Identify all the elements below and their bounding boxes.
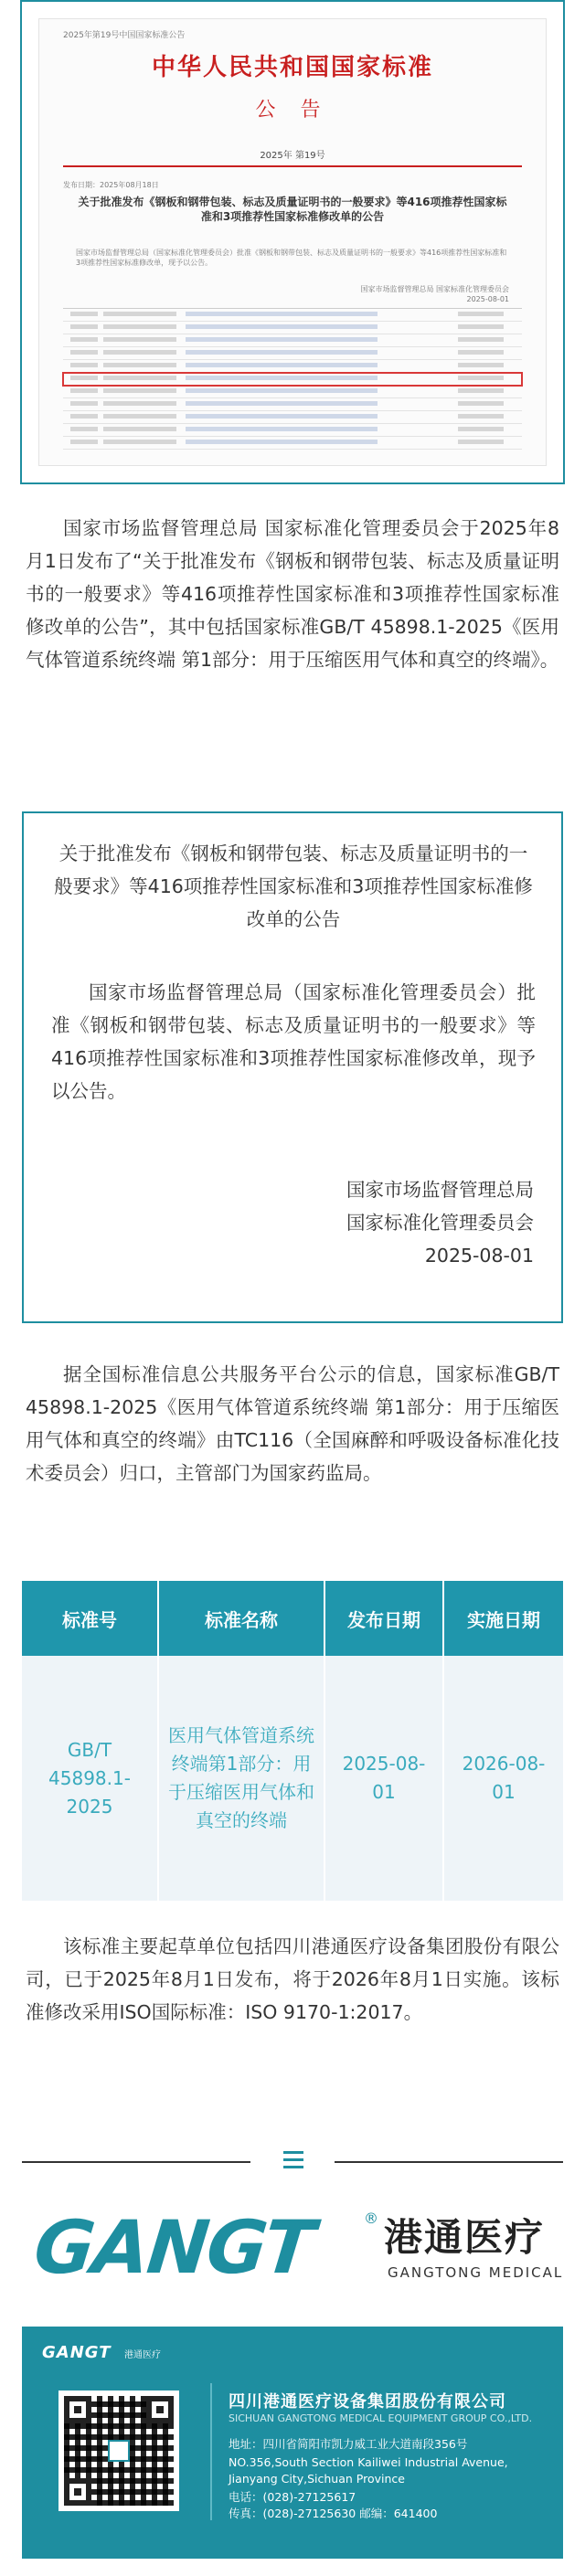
footer-company-name: 四川港通医疗设备集团股份有限公司 [229,2392,506,2412]
notice-red-rule [63,165,522,167]
menu-lines-icon [283,2151,303,2171]
standard-info-paragraph: 据全国标准信息公共服务平台公示的信息，国家标准GB/T 45898.1-2025《医用气体管道系统终端 第1部分：用于压缩医用气体和真空的终端》由TC116（全国麻醉和呼吸设备标准化技术委员会）归口，主管部门为国家药监局。 [26,1363,559,1484]
notice-image [38,18,547,466]
notice-title: 中华人民共和国国家标准 [151,54,433,81]
quote-signature-line-1: 国家市场监督管理总局 [346,1179,534,1201]
header-standard-name: 标准名称 [159,1581,325,1656]
qr-finder-icon [146,2396,174,2423]
footer-address-en-1: NO.356,South Section Kailiwei Industrial Avenue, [229,2455,508,2469]
footer-fax: 传真：(028)-27125630 邮编：641400 [229,2507,438,2520]
cell-standard-number: GB/T 45898.1-2025 [22,1656,159,1901]
brand-name-en: GANGTONG MEDICAL [388,2264,564,2281]
notice-table-row [63,322,522,334]
notice-subtitle: 公 告 [255,99,330,122]
qr-finder-icon [64,2396,91,2423]
notice-date-line: 发布日期：2025年08月18日 [63,181,159,189]
cell-release-date: 2025-08-01 [325,1656,444,1901]
cell-effective-date: 2026-08-01 [462,1753,546,1803]
quote-signature-line-2: 国家标准化管理委员会 [346,1212,534,1234]
footer-address-en-2: Jianyang City,Sichuan Province [229,2472,405,2486]
standard-table-header [22,1581,563,1656]
notice-table-row [63,386,522,398]
notice-table-row [63,437,522,450]
qr-code[interactable] [58,2390,179,2511]
quote-signature [346,1173,534,1272]
footer-address: 地址：四川省简阳市凯力威工业大道南段356号 [229,2437,468,2451]
registered-mark: ® [364,2210,378,2227]
footer-tel: 电话：(028)-27125617 [229,2490,356,2504]
gangt-logo: GANGT [30,2205,317,2290]
notice-table-row [63,347,522,360]
section-divider-right [335,2161,563,2163]
footer-logo-cn: 港通医疗 [124,2350,161,2360]
section-divider-left [22,2161,250,2163]
notice-table-row [63,309,522,322]
quote-body: 国家市场监督管理总局（国家标准化管理委员会）批准《钢板和钢带包装、标志及质量证明书的一般要求》等416项推荐性国家标准和3项推荐性国家标准修改单，现予以公告。 [51,981,536,1102]
notice-body: 国家市场监督管理总局（国家标准化管理委员会）批准《钢板和钢带包装、标志及质量证明书的一般要求》等416项推荐性国家标准和3项推荐性国家标准修改单，现予以公告。 [76,249,507,267]
brand-name-cn: 港通医疗 [384,2215,546,2260]
notice-table-row [63,424,522,437]
intro-paragraph: 国家市场监督管理总局 国家标准化管理委员会于2025年8月1日发布了“关于批准发布《钢板和钢带包装、标志及质量证明书的一般要求》等416项推荐性国家标准和3项推荐性国家标准修改单的公告”，其中包括国家标准GB/T 45898.1-2025《医用气体管道系统终端 第1部分：用于压缩医用气体和真空的终端》。 [26,517,559,671]
notice-signature-date: 2025-08-01 [466,295,509,303]
qr-center-logo-icon [108,2440,130,2462]
notice-table-row [63,398,522,411]
quote-signature-date: 2025-08-01 [424,1245,534,1267]
notice-table-row [63,334,522,347]
qr-finder-icon [64,2478,91,2506]
footer-logo: GANGT [42,2343,112,2362]
notice-table-row [63,360,522,373]
notice-number: 2025年 第19号 [260,151,325,161]
header-effective-date: 实施日期 [467,1608,540,1631]
standard-table [22,1581,563,1901]
header-standard-number: 标准号 [22,1581,159,1656]
announcement-quote-box [22,811,563,1323]
notice-table-row [63,411,522,424]
notice-signature-text: 国家市场监督管理总局 国家标准化管理委员会 [360,285,509,293]
header-release-date: 发布日期 [325,1581,444,1656]
notice-headline: 关于批准发布《钢板和钢带包装、标志及质量证明书的一般要求》等416项推荐性国家标准和3项推荐性国家标准修改单的公告 [78,196,507,223]
cell-standard-name: 医用气体管道系统终端第1部分：用于压缩医用气体和真空的终端 [159,1656,325,1901]
notice-signature [360,284,509,304]
footer-separator [210,2383,212,2520]
footer-company-name-en: SICHUAN GANGTONG MEDICAL EQUIPMENT GROUP CO.,LTD. [229,2412,533,2424]
notice-table-row-highlighted [63,373,522,386]
quote-title: 关于批准发布《钢板和钢带包装、标志及质量证明书的一般要求》等416项推荐性国家标准和3项推荐性国家标准修改单的公告 [54,843,533,930]
table-row [22,1656,563,1901]
notice-top-text: 2025年第19号中国国家标准公告 [63,31,186,40]
notice-table [63,308,522,450]
company-footer [22,2327,563,2559]
drafting-unit-paragraph: 该标准主要起草单位包括四川港通医疗设备集团股份有限公司，已于2025年8月1日发布，将于2026年8月1日实施。该标准修改采用ISO国际标准：ISO 9170-1:2017。 [26,1935,559,2023]
